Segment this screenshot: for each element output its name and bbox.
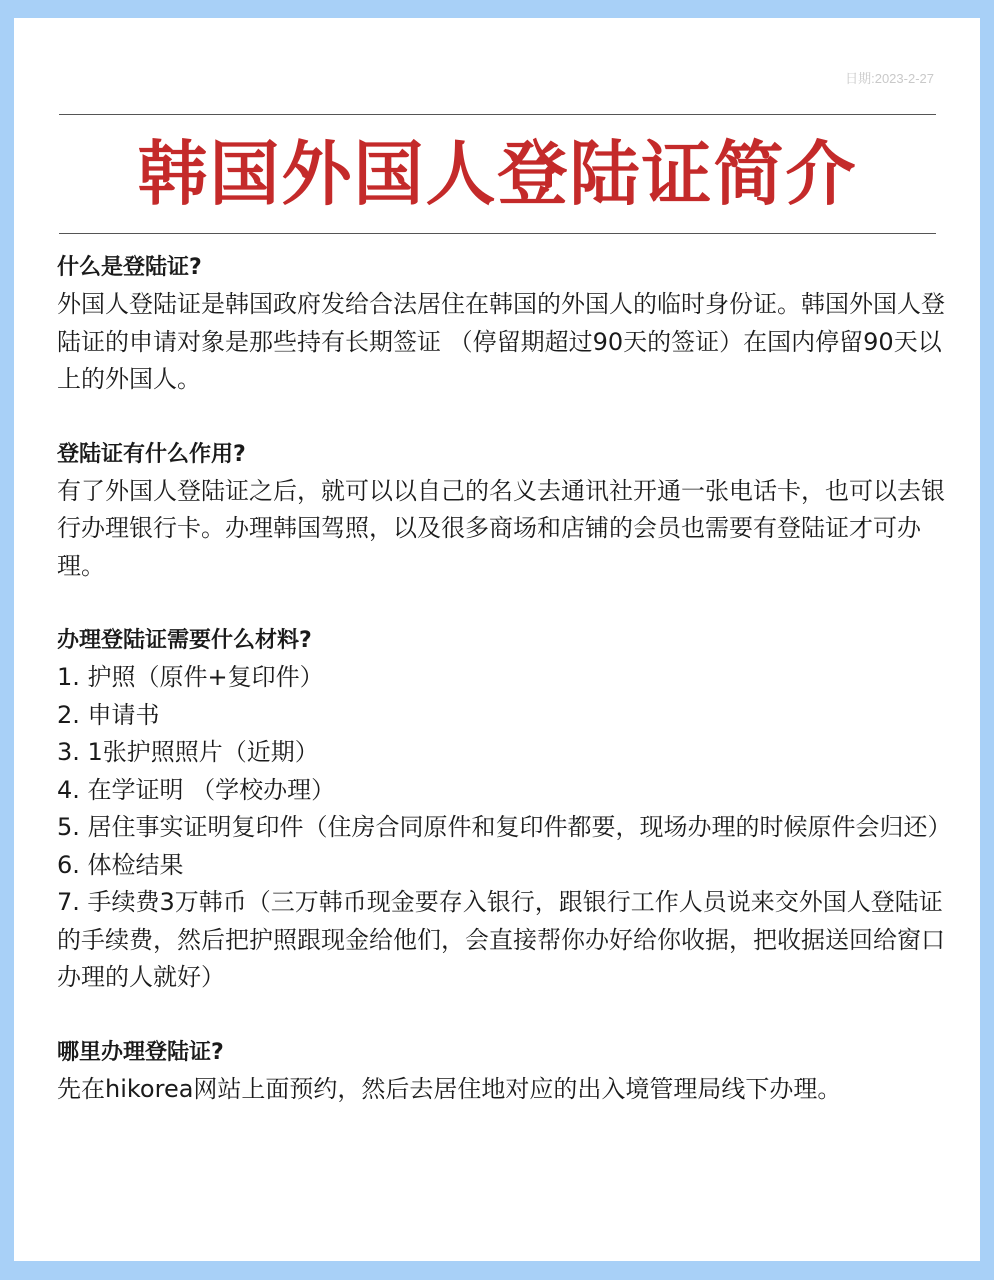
list-item: 4. 在学证明 （学校办理） (57, 775, 336, 804)
section-body: 先在hikorea网站上面预约，然后去居住地对应的出入境管理局线下办理。 (57, 1074, 842, 1103)
top-divider (59, 114, 936, 115)
date-label: 日期:2023-2-27 (845, 71, 934, 86)
section-heading: 登陆证有什么作用? (57, 441, 246, 467)
section-heading: 办理登陆证需要什么材料? (57, 628, 312, 653)
materials-list (57, 659, 952, 997)
list-item: 7. 手续费3万韩币（三万韩币现金要存入银行，跟银行工作人员说来交外国人登陆证的手续费，然后把护照跟现金给他们，会直接帮你办好给你收据，把收据送回给窗口办理的人就好） (57, 888, 945, 991)
section-purpose (57, 437, 947, 586)
section-body: 外国人登陆证是韩国政府发给合法居住在韩国的外国人的临时身份证。韩国外国人登陆证的申请对象是那些持有长期签证 （停留期超过90天的签证）在国内停留90天以上的外国人。 (57, 290, 945, 393)
page-title: 韩国外国人登陆证简介 (137, 133, 858, 215)
section-what-is (57, 250, 947, 399)
bottom-divider (59, 233, 936, 234)
section-heading: 什么是登陆证? (57, 255, 202, 280)
list-item: 5. 居住事实证明复印件（住房合同原件和复印件都要，现场办理的时候原件会归还） (57, 813, 952, 841)
article-content (57, 250, 952, 1146)
list-item: 1. 护照（原件+复印件） (57, 663, 324, 691)
list-item: 6. 体检结果 (57, 850, 184, 879)
section-heading: 哪里办理登陆证? (57, 1039, 224, 1065)
list-item: 3. 1张护照照片（近期） (57, 738, 319, 766)
document-card (14, 18, 980, 1261)
section-where (57, 1035, 947, 1109)
list-item: 2. 申请书 (57, 700, 160, 729)
section-materials (57, 623, 952, 997)
section-body: 有了外国人登陆证之后，就可以以自己的名义去通讯社开通一张电话卡，也可以去银行办理银行卡。办理韩国驾照，以及很多商场和店铺的会员也需要有登陆证才可办理。 (57, 476, 945, 580)
